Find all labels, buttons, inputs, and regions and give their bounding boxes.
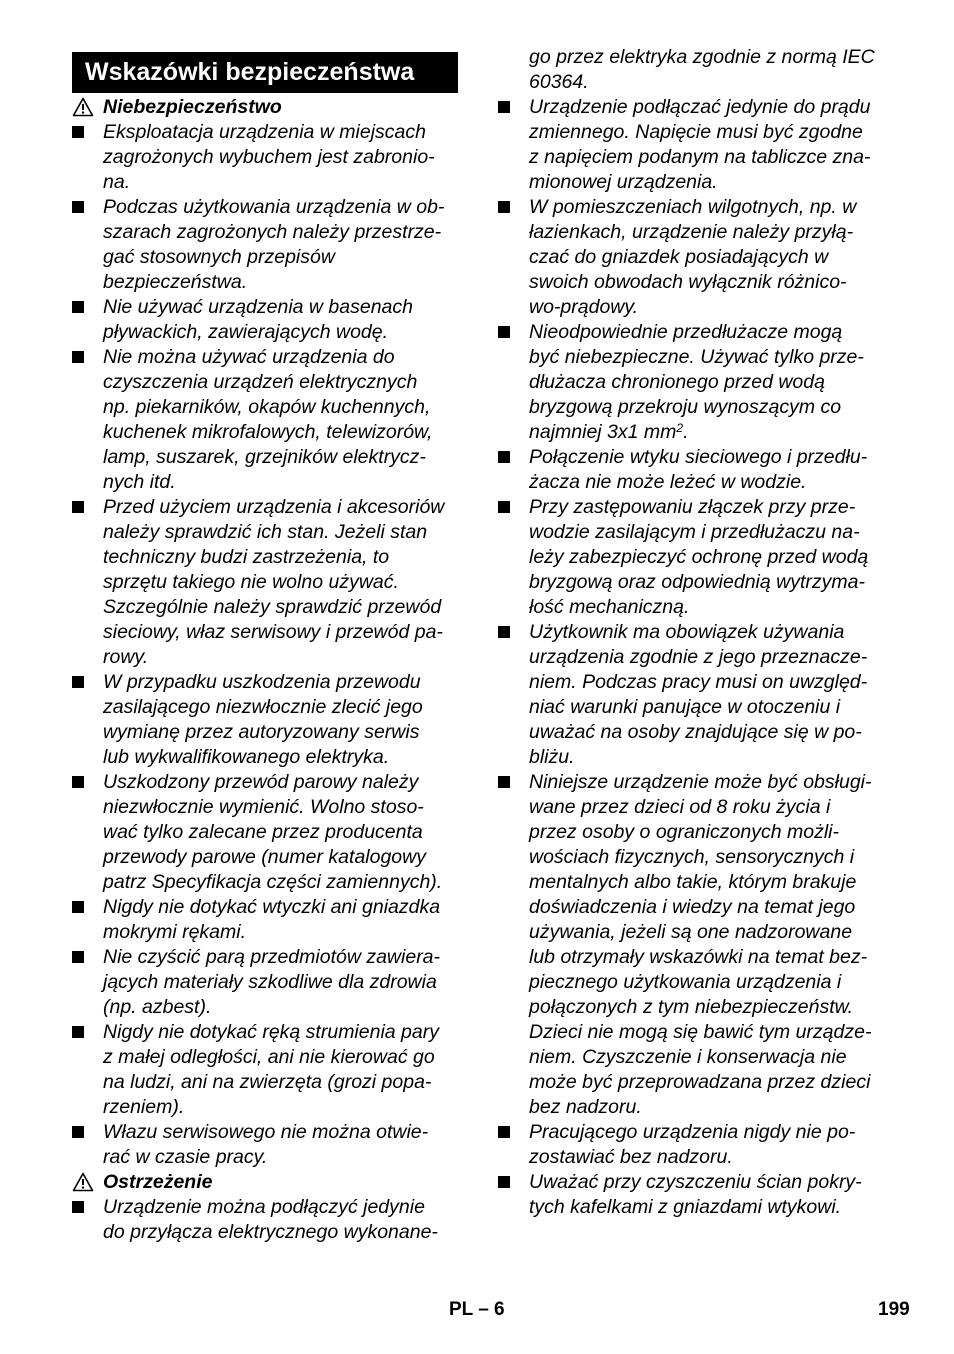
- warning-heading-text: Niebezpieczeństwo: [103, 96, 282, 118]
- bullet-square-icon: [498, 101, 510, 113]
- list-item-text: doświadczenia i wiedzy na temat jego: [529, 896, 856, 918]
- list-item-text: wo-prądowy.: [529, 296, 639, 318]
- list-item-text: go przez elektryka zgodnie z normą IEC: [529, 46, 875, 68]
- list-item-text: na.: [103, 171, 131, 193]
- list-item-text: z małej odległości, ani nie kierować go: [103, 1046, 435, 1068]
- bullet-square-icon: [72, 676, 84, 688]
- list-item-text: niezwłocznie wymienić. Wolno stoso-: [103, 796, 424, 818]
- bullet-square-icon: [498, 501, 510, 513]
- list-item-text: pływackich, zawierających wodę.: [103, 321, 389, 343]
- list-item-text: Niniejsze urządzenie może być obsługi-: [529, 771, 872, 793]
- superscript-tail: .: [683, 421, 689, 443]
- list-item-text: Urządzenie można podłączyć jedynie: [103, 1196, 425, 1218]
- list-item-text: do przyłącza elektrycznego wykonane-: [103, 1221, 438, 1243]
- list-item-text: mentalnych albo takie, którym brakuje: [529, 871, 857, 893]
- list-item-text: Uszkodzony przewód parowy należy: [103, 771, 419, 793]
- list-item-text: Eksploatacja urządzenia w miejscach: [103, 121, 426, 143]
- list-item-text: czyszczenia urządzeń elektrycznych: [103, 371, 418, 393]
- list-item-text: Urządzenie podłączać jedynie do prądu: [529, 96, 871, 118]
- bullet-square-icon: [498, 1176, 510, 1188]
- list-item-text: leży zabezpieczyć ochronę przed wodą: [529, 546, 869, 568]
- bullet-square-icon: [72, 1201, 84, 1213]
- list-item-text: nych itd.: [103, 471, 176, 493]
- bullet-square-icon: [498, 451, 510, 463]
- bullet-square-icon: [498, 626, 510, 638]
- list-item-text: na ludzi, ani na zwierzęta (grozi popa-: [103, 1071, 432, 1093]
- list-item-text: Przed użyciem urządzenia i akcesoriów: [103, 496, 445, 518]
- list-item-text: np. piekarników, okapów kuchennych,: [103, 396, 431, 418]
- list-item-text: Szczególnie należy sprawdzić przewód: [103, 596, 442, 618]
- list-item-text: gać stosownych przepisów: [103, 246, 335, 268]
- list-item-text: patrz Specyfikacja części zamiennych).: [103, 871, 443, 893]
- list-item-text: z napięciem podanym na tabliczce zna-: [529, 146, 871, 168]
- list-item-text: bez nadzoru.: [529, 1096, 642, 1118]
- list-item-text: Nie czyścić parą przedmiotów zawiera-: [103, 946, 441, 968]
- list-item-text: może być przeprowadzana przez dzieci: [529, 1071, 871, 1093]
- list-item-text: zmiennego. Napięcie musi być zgodne: [529, 121, 863, 143]
- list-item-text: lamp, suszarek, grzejników elektrycz-: [103, 446, 426, 468]
- list-item-text: wodzie zasilającym i przedłużaczu na-: [529, 521, 860, 543]
- list-item-text: szarach zagrożonych należy przestrze-: [103, 221, 442, 243]
- bullet-square-icon: [498, 201, 510, 213]
- list-item-text: łazienkach, urządzenie należy przyłą-: [529, 221, 854, 243]
- list-item-text: tych kafelkami z gniazdami wtykowi.: [529, 1196, 842, 1218]
- list-item-text: rać w czasie pracy.: [103, 1146, 268, 1168]
- list-item-text: jących materiały szkodliwe dla zdrowia: [103, 971, 437, 993]
- list-item-text: najmniej 3x1 mm: [529, 421, 677, 443]
- bullet-square-icon: [72, 1126, 84, 1138]
- list-item-text: Uważać przy czyszczeniu ścian pokry-: [529, 1171, 862, 1193]
- bullet-square-icon: [72, 1026, 84, 1038]
- footer-section-label: PL – 6: [449, 1299, 505, 1320]
- list-item-text: urządzenia zgodnie z jego przeznacze-: [529, 646, 868, 668]
- list-item-text: bezpieczeństwa.: [103, 271, 248, 293]
- warning-heading-text: Ostrzeżenie: [103, 1171, 213, 1193]
- list-item-text-with-sup: [529, 420, 689, 445]
- list-item-text: W pomieszczeniach wilgotnych, np. w: [529, 196, 857, 218]
- list-item-text: sieciowy, właz serwisowy i przewód pa-: [103, 621, 443, 643]
- list-item-text: Połączenie wtyku sieciowego i przedłu-: [529, 446, 868, 468]
- list-item-text: przez osoby o ograniczonych możli-: [529, 821, 839, 843]
- list-item-text: Nigdy nie dotykać ręką strumienia pary: [103, 1021, 439, 1043]
- bullet-square-icon: [498, 1126, 510, 1138]
- list-item-text: należy sprawdzić ich stan. Jeżeli stan: [103, 521, 428, 543]
- bullet-square-icon: [72, 126, 84, 138]
- bullet-square-icon: [498, 326, 510, 338]
- bullet-square-icon: [72, 301, 84, 313]
- list-item-text: przewody parowe (numer katalogowy: [103, 846, 426, 868]
- list-item-text: bryzgową oraz odpowiednią wytrzyma-: [529, 571, 865, 593]
- list-item-text: (np. azbest).: [103, 996, 212, 1018]
- list-item-text: używania, jeżeli są one nadzorowane: [529, 921, 853, 943]
- list-item-text: kuchenek mikrofalowych, telewizorów,: [103, 421, 433, 443]
- list-item-text: niem. Czyszczenie i konserwacja nie: [529, 1046, 847, 1068]
- list-item-text: rowy.: [103, 646, 149, 668]
- bullet-square-icon: [72, 776, 84, 788]
- list-item-text: mionowej urządzenia.: [529, 171, 718, 193]
- list-item-text: Użytkownik ma obowiązek używania: [529, 621, 845, 643]
- footer-page-number: 199: [878, 1299, 910, 1320]
- list-item-text: czać do gniazdek posiadających w: [529, 246, 829, 268]
- list-item-text: Dzieci nie mogą się bawić tym urządze-: [529, 1021, 872, 1043]
- list-item-text: wościach fizycznych, sensorycznych i: [529, 846, 855, 868]
- list-item-text: Nigdy nie dotykać wtyczki ani gniazdka: [103, 896, 441, 918]
- list-item-text: Włazu serwisowego nie można otwie-: [103, 1121, 429, 1143]
- bullet-square-icon: [498, 776, 510, 788]
- list-item-text: łość mechaniczną.: [529, 596, 690, 618]
- list-item-text: mokrymi rękami.: [103, 921, 247, 943]
- list-item-text: niać warunki panujące w otoczeniu i: [529, 696, 841, 718]
- list-item-text: swoich obwodach wyłącznik różnico-: [529, 271, 847, 293]
- list-item-text: wane przez dzieci od 8 roku życia i: [529, 796, 831, 818]
- list-item-text: Przy zastępowaniu złączek przy prze-: [529, 496, 856, 518]
- warning-triangle-icon: [72, 1172, 94, 1192]
- list-item-text: bliżu.: [529, 746, 575, 768]
- list-item-text: W przypadku uszkodzenia przewodu: [103, 671, 421, 693]
- list-item-text: uważać na osoby znajdujące się w po-: [529, 721, 862, 743]
- list-item-text: Nieodpowiednie przedłużacze mogą: [529, 321, 843, 343]
- list-item-text: zasilającego niezwłocznie zlecić jego: [103, 696, 423, 718]
- list-item-text: sprzętu takiego nie wolno używać.: [103, 571, 399, 593]
- list-item-text: dłużacza chronionego przed wodą: [529, 371, 825, 393]
- list-item-text: Nie używać urządzenia w basenach: [103, 296, 414, 318]
- section-title: Wskazówki bezpieczeństwa: [72, 52, 458, 93]
- list-item-text: bryzgową przekroju wynoszącym co: [529, 396, 842, 418]
- list-item-text: Podczas użytkowania urządzenia w ob-: [103, 196, 445, 218]
- list-item-text: wymianę przez autoryzowany serwis: [103, 721, 420, 743]
- list-item-text: wać tylko zalecane przez producenta: [103, 821, 423, 843]
- list-item-text: zagrożonych wybuchem jest zabronio-: [103, 146, 435, 168]
- list-item-text: techniczny budzi zastrzeżenia, to: [103, 546, 390, 568]
- list-item-text: lub otrzymały wskazówki na temat bez-: [529, 946, 868, 968]
- bullet-square-icon: [72, 201, 84, 213]
- bullet-square-icon: [72, 501, 84, 513]
- bullet-square-icon: [72, 901, 84, 913]
- list-item-text: być niebezpieczne. Używać tylko prze-: [529, 346, 864, 368]
- bullet-square-icon: [72, 951, 84, 963]
- superscript: 2: [676, 421, 684, 435]
- list-item-text: Pracującego urządzenia nigdy nie po-: [529, 1121, 856, 1143]
- list-item-text: lub wykwalifikowanego elektryka.: [103, 746, 390, 768]
- list-item-text: niem. Podczas pracy musi on uwzględ-: [529, 671, 868, 693]
- list-item-text: zostawiać bez nadzoru.: [529, 1146, 733, 1168]
- warning-triangle-icon: [72, 97, 94, 117]
- list-item-text: żacza nie może leżeć w wodzie.: [529, 471, 807, 493]
- list-item-text: rzeniem).: [103, 1096, 185, 1118]
- list-item-text: połączonych z tym niebezpieczeństw.: [529, 996, 854, 1018]
- bullet-square-icon: [72, 351, 84, 363]
- list-item-text: Nie można używać urządzenia do: [103, 346, 395, 368]
- list-item-text: piecznego użytkowania urządzenia i: [529, 971, 842, 993]
- list-item-text: 60364.: [529, 71, 589, 93]
